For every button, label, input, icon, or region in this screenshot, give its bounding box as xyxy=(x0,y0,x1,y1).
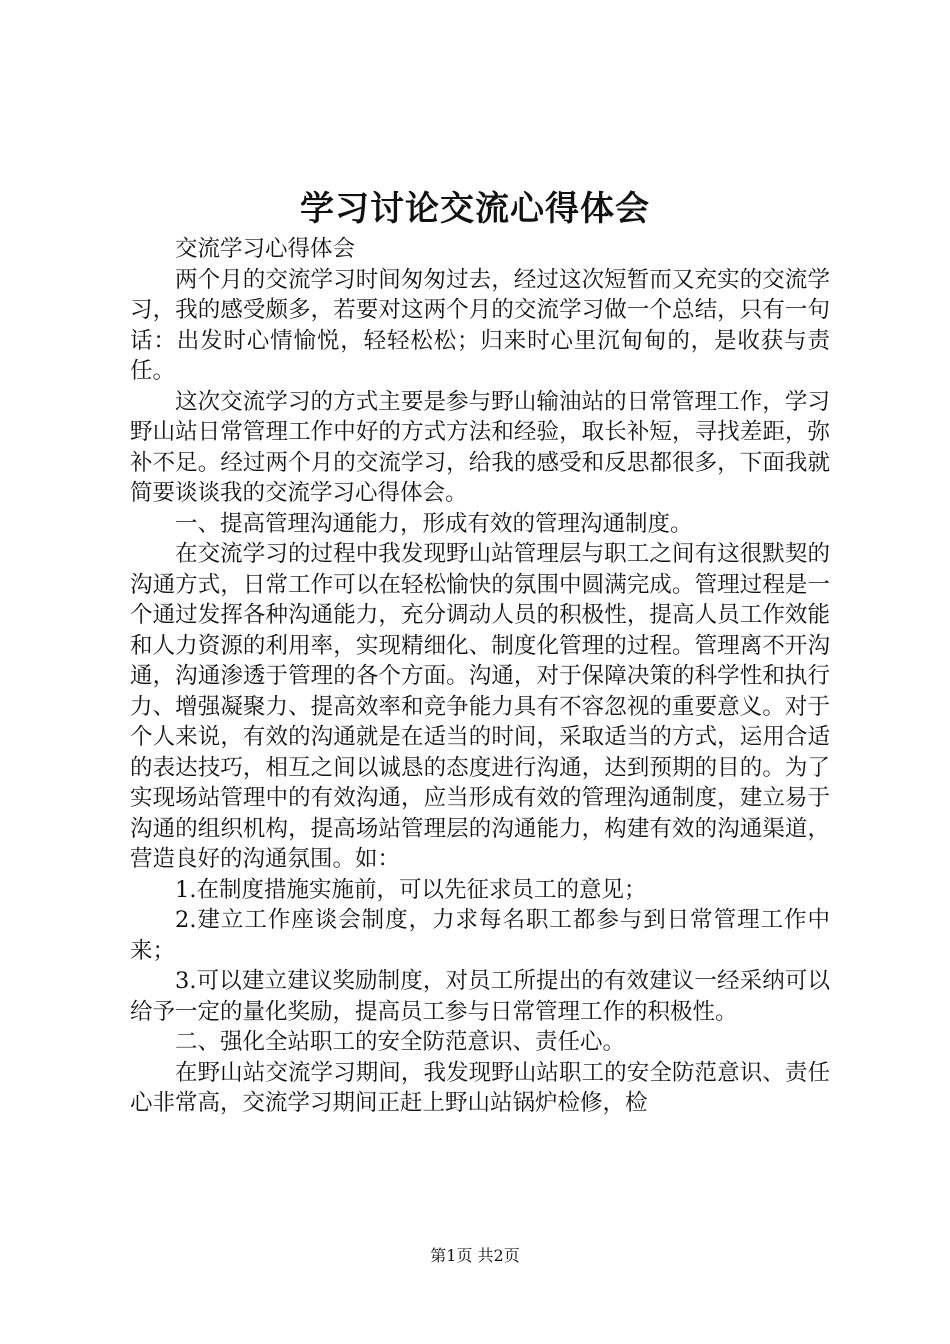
paragraph: 在交流学习的过程中我发现野山站管理层与职工之间有这很默契的沟通方式，日常工作可以在轻松愉快的氛围中圆满完成。管理过程是一个通过发挥各种沟通能力，充分调动人员的积极性，提高人员工作效能和人力资源的利用率，实现精细化、制度化管理的过程。管理离不开沟通，沟通渗透于管理的各个方面。沟通，对于保障决策的科学性和执行力、增强凝聚力、提高效率和竞争能力具有不容忽视的重要意义。对于个人来说，有效的沟通就是在适当的时间，采取适当的方式，运用合适的表达技巧，相互之间以诚恳的态度进行沟通，达到预期的目的。为了实现场站管理中的有效沟通，应当形成有效的管理沟通制度，建立易于沟通的组织机构，提高场站管理层的沟通能力，构建有效的沟通渠道，营造良好的沟通氛围。如： xyxy=(130,541,830,872)
section-heading: 二、强化全站职工的安全防范意识、责任心。 xyxy=(175,1029,626,1055)
list-item: 2.建立工作座谈会制度，力求每名职工都参与到日常管理工作中来； xyxy=(130,907,830,964)
paragraph: 在野山站交流学习期间，我发现野山站职工的安全防范意识、责任心非常高，交流学习期间正赶上野山站锅炉检修，检 xyxy=(130,1059,830,1116)
document-title: 学习讨论交流心得体会 xyxy=(300,189,650,229)
list-item: 3.可以建立建议奖励制度，对员工所提出的有效建议一经采纳可以给予一定的量化奖励，提高员工参与日常管理工作的积极性。 xyxy=(130,968,830,1025)
paragraph: 两个月的交流学习时间匆匆过去，经过这次短暂而又充实的交流学习，我的感受颇多，若要对这两个月的交流学习做一个总结，只有一句话：出发时心情愉悦，轻轻松松；归来时心里沉甸甸的，是收获与责任。 xyxy=(130,266,830,384)
document-body xyxy=(130,234,830,1119)
section-heading: 一、提高管理沟通能力，形成有效的管理沟通制度。 xyxy=(175,510,693,537)
list-item: 1.在制度措施实施前，可以先征求员工的意见； xyxy=(175,876,647,903)
paragraph-subtitle: 交流学习心得体会 xyxy=(175,236,356,262)
paragraph: 这次交流学习的方式主要是参与野山输油站的日常管理工作，学习野山站日常管理工作中好的方式方法和经验，取长补短，寻找差距，弥补不足。经过两个月的交流学习，给我的感受和反思都很多，下面我就简要谈谈我的交流学习心得体会。 xyxy=(130,388,830,506)
page-footer: 第1页 共2页 xyxy=(430,1246,520,1265)
